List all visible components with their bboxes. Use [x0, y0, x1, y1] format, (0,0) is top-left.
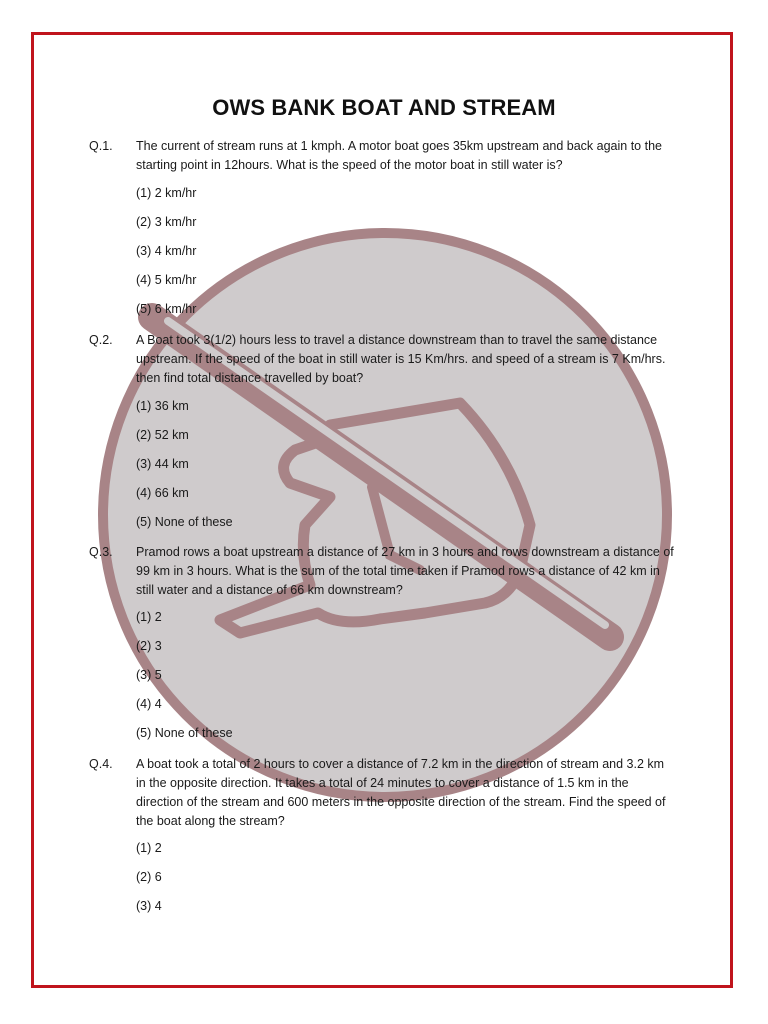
answer-option: (2) 52 km [136, 428, 189, 442]
question-number: Q.2. [89, 333, 113, 347]
question-number: Q.3. [89, 545, 113, 559]
answer-option: (3) 4 km/hr [136, 244, 197, 258]
answer-option: (4) 5 km/hr [136, 273, 197, 287]
answer-option: (4) 4 [136, 697, 162, 711]
page-title: OWS BANK BOAT AND STREAM [212, 95, 556, 120]
answer-option: (5) 6 km/hr [136, 302, 197, 316]
answer-option: (3) 4 [136, 899, 162, 913]
question-text: Pramod rows a boat upstream a distance of 27 km in 3 hours and rows downstream a distance of 99 km in 3 hours. What is the sum of the total time taken if Pramod rows a distance of 42 km in still water and a distance of 66 km downstream? [136, 545, 674, 597]
answer-option: (2) 3 [136, 639, 162, 653]
question-text: A boat took a total of 2 hours to cover a distance of 7.2 km in the direction of stream and 3.2 km in the opposite direction. It takes a total of 24 minutes to cover a distance of 1.5 km in the direction of the stream and 600 meters in the opposite direction of the stream. Find the speed of the boat along the stream? [136, 757, 666, 828]
question-number: Q.4. [89, 757, 113, 771]
answer-option: (4) 66 km [136, 486, 189, 500]
answer-option: (3) 44 km [136, 457, 189, 471]
answer-option: (1) 36 km [136, 399, 189, 413]
answer-option: (2) 3 km/hr [136, 215, 197, 229]
answer-option: (1) 2 [136, 610, 162, 624]
answer-option: (1) 2 [136, 841, 162, 855]
answer-option: (3) 5 [136, 668, 162, 682]
question-text: A Boat took 3(1/2) hours less to travel a distance downstream than to travel the same distance upstream. If the speed of the boat in still water is 15 Km/hrs. and speed of a stream is 7 Km/hrs. then find total distance travelled by boat? [136, 333, 666, 385]
answer-option: (2) 6 [136, 870, 162, 884]
question-text: The current of stream runs at 1 kmph. A motor boat goes 35km upstream and back again to the starting point in 12hours. What is the speed of the motor boat in still water is? [136, 139, 662, 172]
answer-option: (1) 2 km/hr [136, 186, 197, 200]
question-number: Q.1. [89, 139, 113, 153]
answer-option: (5) None of these [136, 726, 233, 740]
answer-option: (5) None of these [136, 515, 233, 529]
